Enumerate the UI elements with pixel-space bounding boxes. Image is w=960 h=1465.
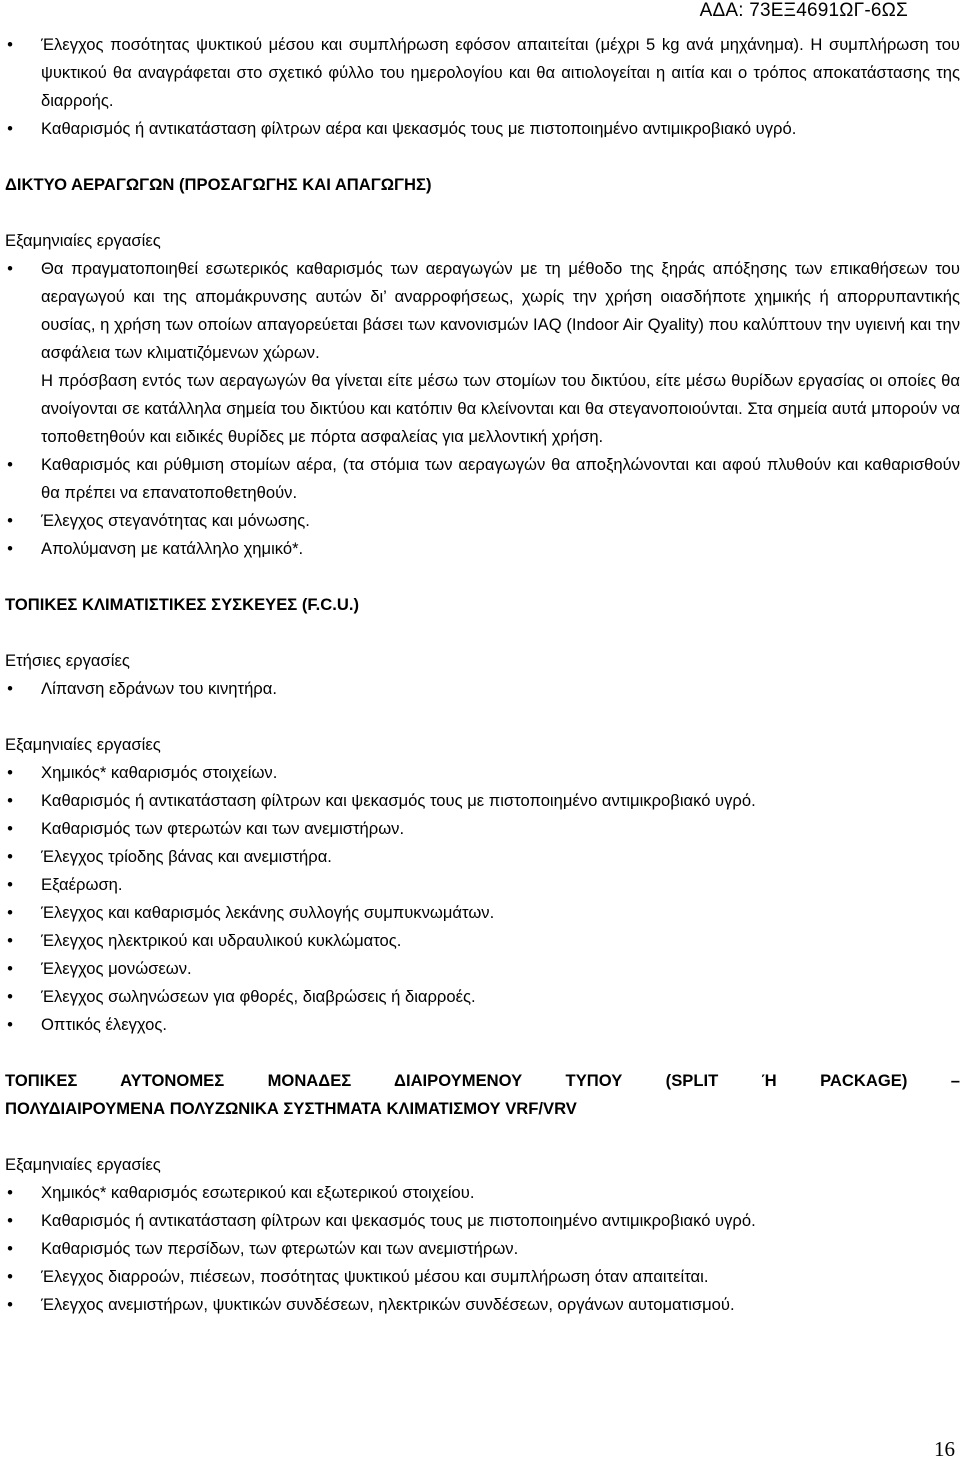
list-item <box>5 1235 960 1263</box>
list-item-text: Έλεγχος ηλεκτρικού και υδραυλικού κυκλώματος. <box>41 931 402 950</box>
list-item <box>5 899 960 927</box>
list-item-text: Χημικός* καθαρισμός εσωτερικού και εξωτερικού στοιχείου. <box>41 1183 475 1202</box>
bullet-icon: • <box>7 1239 13 1258</box>
list-item <box>5 675 960 703</box>
bullet-icon: • <box>7 931 13 950</box>
list-item <box>5 1179 960 1207</box>
spacer <box>5 619 960 647</box>
bullet-icon: • <box>7 763 13 782</box>
paragraph: Η πρόσβαση εντός των αεραγωγών θα γίνεται είτε μέσω των στομίων του δικτύου, είτε μέσω θυρίδων εργασίας οι οποίες θα ανοίγονται σε κατάλληλα σημεία του δικτύου και κατόπιν θα κλείνονται και θα στεγανοποιούνται. Στα σημεία αυτά μπορούν να τοποθετηθούν και ειδικές θυρίδες με πόρτα ασφαλείας για μελλοντική χρήση. <box>41 371 960 446</box>
bullet-icon: • <box>7 959 13 978</box>
bullet-icon: • <box>7 119 13 138</box>
list-item <box>5 843 960 871</box>
ada-code: ΑΔΑ: 73ΕΞ4691ΩΓ-6ΩΣ <box>699 0 908 21</box>
spacer <box>5 199 960 227</box>
list-item <box>5 983 960 1011</box>
bullet-icon: • <box>7 259 13 278</box>
list-item-text: Καθαρισμός ή αντικατάσταση φίλτρων αέρα και ψεκασμός τους με πιστοποιημένο αντιμικροβιακό υγρό. <box>41 119 797 138</box>
list-item-text: Έλεγχος σωληνώσεων για φθορές, διαβρώσεις ή διαρροές. <box>41 987 476 1006</box>
bullet-icon: • <box>7 903 13 922</box>
list-item-text: Καθαρισμός των περσίδων, των φτερωτών και των ανεμιστήρων. <box>41 1239 519 1258</box>
bullet-icon: • <box>7 511 13 530</box>
list-item <box>5 1011 960 1039</box>
list-item-text: Εξαέρωση. <box>41 875 123 894</box>
spacer <box>5 1123 960 1151</box>
list-item <box>5 759 960 787</box>
list-item-text: Έλεγχος μονώσεων. <box>41 959 192 978</box>
list-item <box>5 451 960 507</box>
list-item-text: Απολύμανση με κατάλληλο χημικό*. <box>41 539 304 558</box>
bullet-icon: • <box>7 791 13 810</box>
list-item <box>5 31 960 115</box>
spacer <box>5 1039 960 1067</box>
list-item <box>5 871 960 899</box>
bullet-icon: • <box>7 1295 13 1314</box>
list-item <box>5 1207 960 1235</box>
list-item <box>5 115 960 143</box>
list-item <box>5 1263 960 1291</box>
list-item-text: Καθαρισμός ή αντικατάσταση φίλτρων και ψεκασμός τους με πιστοποιημένο αντιμικροβιακό υγρό. <box>41 1211 756 1230</box>
list-item <box>5 1291 960 1319</box>
bullet-icon: • <box>7 1015 13 1034</box>
list-item-text: Έλεγχος τρίοδης βάνας και ανεμιστήρα. <box>41 847 332 866</box>
section-heading-ducts: ΔΙΚΤΥΟ ΑΕΡΑΓΩΓΩΝ (ΠΡΟΣΑΓΩΓΗΣ ΚΑΙ ΑΠΑΓΩΓΗΣ) <box>5 175 432 194</box>
bullet-icon: • <box>7 455 13 474</box>
list-item-text: Οπτικός έλεγχος. <box>41 1015 168 1034</box>
list-item <box>5 955 960 983</box>
section-heading-split: ΤΟΠΙΚΕΣ ΑΥΤΟΝΟΜΕΣ ΜΟΝΑΔΕΣ ΔΙΑΙΡΟΥΜΕΝΟΥ ΤΥΠΟΥ (SPLIT Ή PACKAGE) – <box>5 1071 960 1090</box>
bullet-icon: • <box>7 1183 13 1202</box>
section-subheading: Εξαμηνιαίες εργασίες <box>5 735 161 754</box>
list-item-text: Καθαρισμός και ρύθμιση στομίων αέρα, (τα στόμια των αεραγωγών θα αποξηλώνονται και αφού πλυθούν και καθαρισθούν θα πρέπει να επανατοποθετηθούν. <box>41 455 960 502</box>
list-item-text: Έλεγχος και καθαρισμός λεκάνης συλλογής συμπυκνωμάτων. <box>41 903 495 922</box>
page-number: 16 <box>934 1437 955 1461</box>
list-item-text: Θα πραγματοποιηθεί εσωτερικός καθαρισμός των αεραγωγών με τη μέθοδο της ξηράς απόξησης των επικαθήσεων του αεραγωγού και της απομάκρυνσης αυτών δι’ αναρροφήσεως, χωρίς την χρήση οιασδήποτε χημικής ή απορρυπαντικής ουσίας, η χρήση των οποίων απαγορεύεται βάσει των κανονισμών IAQ (Indoor Air Qyality) που καλύπτουν την υγιεινή και την ασφάλεια των κλιματιζόμενων χώρων. <box>41 259 960 362</box>
bullet-icon: • <box>7 679 13 698</box>
list-item-text: Έλεγχος διαρροών, πιέσεων, ποσότητας ψυκτικού μέσου και συμπλήρωση όταν απαιτείται. <box>41 1267 709 1286</box>
list-item-text: Έλεγχος ανεμιστήρων, ψυκτικών συνδέσεων, ηλεκτρικών συνδέσεων, οργάνων αυτοματισμού. <box>41 1295 735 1314</box>
bullet-icon: • <box>7 987 13 1006</box>
document-body <box>5 31 960 1319</box>
list-item <box>5 255 960 367</box>
bullet-icon: • <box>7 1267 13 1286</box>
list-item <box>5 535 960 563</box>
list-item <box>5 927 960 955</box>
spacer <box>5 143 960 171</box>
section-heading-split-line2: ΠΟΛΥΔΙΑΙΡΟΥΜΕΝΑ ΠΟΛΥΖΩΝΙΚΑ ΣΥΣΤΗΜΑΤΑ ΚΛΙΜΑΤΙΣΜΟΥ VRF/VRV <box>5 1099 577 1118</box>
list-item-text: Έλεγχος ποσότητας ψυκτικού μέσου και συμπλήρωση εφόσον απαιτείται (μέχρι 5 kg ανά μηχάνημα). Η συμπλήρωση του ψυκτικού θα αναγράφεται στο σχετικό φύλλο του ημερολογίου και θα αιτιολογείται η αιτία και ο τρόπος αποκατάστασης της διαρροής. <box>41 35 960 110</box>
section-subheading: Εξαμηνιαίες εργασίες <box>5 231 161 250</box>
list-item <box>5 815 960 843</box>
list-item <box>5 787 960 815</box>
bullet-icon: • <box>7 875 13 894</box>
bullet-icon: • <box>7 539 13 558</box>
section-subheading: Ετήσιες εργασίες <box>5 651 130 670</box>
section-heading-fcu: ΤΟΠΙΚΕΣ ΚΛΙΜΑΤΙΣΤΙΚΕΣ ΣΥΣΚΕΥΕΣ (F.C.U.) <box>5 595 360 614</box>
section-subheading: Εξαμηνιαίες εργασίες <box>5 1155 161 1174</box>
bullet-icon: • <box>7 35 13 54</box>
list-item-text: Καθαρισμός ή αντικατάσταση φίλτρων και ψεκασμός τους με πιστοποιημένο αντιμικροβιακό υγρό. <box>41 791 756 810</box>
list-item-text: Χημικός* καθαρισμός στοιχείων. <box>41 763 278 782</box>
list-item <box>5 507 960 535</box>
list-item-text: Καθαρισμός των φτερωτών και των ανεμιστήρων. <box>41 819 405 838</box>
spacer <box>5 703 960 731</box>
spacer <box>5 563 960 591</box>
list-item-text: Έλεγχος στεγανότητας και μόνωσης. <box>41 511 310 530</box>
bullet-icon: • <box>7 847 13 866</box>
bullet-icon: • <box>7 819 13 838</box>
list-item-text: Λίπανση εδράνων του κινητήρα. <box>41 679 277 698</box>
bullet-icon: • <box>7 1211 13 1230</box>
